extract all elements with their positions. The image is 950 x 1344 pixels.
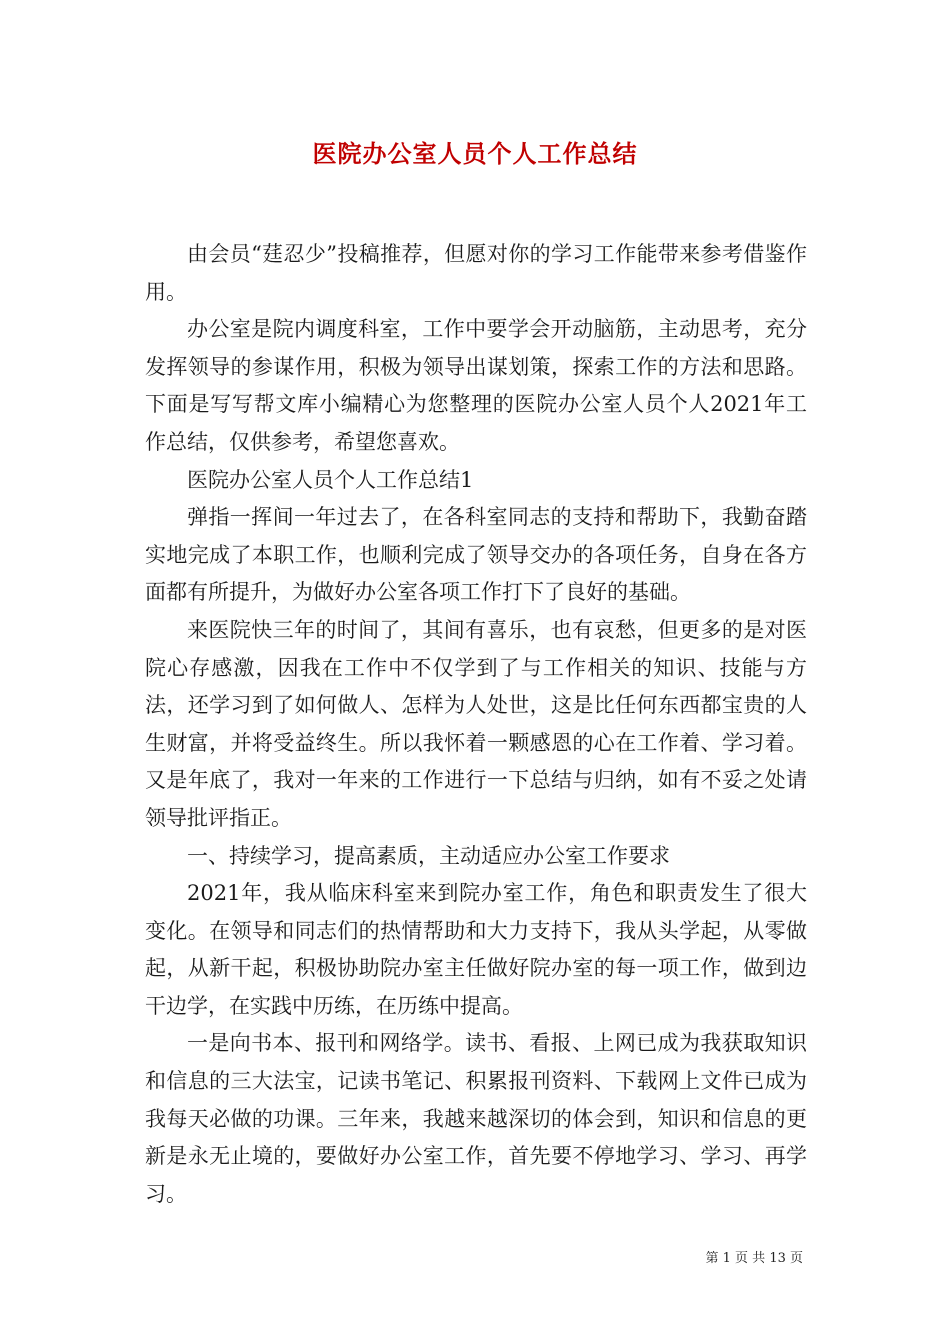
document-body — [145, 236, 807, 1213]
paragraph-office-role: 办公室是院内调度科室，工作中要学会开动脑筋，主动思考，充分发挥领导的参谋作用，积极为领导出谋划策，探索工作的方法和思路。下面是写写帮文库小编精心为您整理的医院办公室人员个人2021年工作总结，仅供参考，希望您喜欢。 — [145, 317, 807, 454]
section-heading-1: 医院办公室人员个人工作总结1 — [187, 467, 474, 492]
paragraph-study-methods: 一是向书本、报刊和网络学。读书、看报、上网已成为我获取知识和信息的三大法宝，记读书笔记、积累报刊资料、下载网上文件已成为我每天必做的功课。三年来，我越来越深切的体会到，知识和信息的更新是永无止境的，要做好办公室工作，首先要不停地学习、学习、再学习。 — [145, 1031, 807, 1206]
paragraph-gratitude: 来医院快三年的时间了，其间有喜乐，也有哀愁，但更多的是对医院心存感激，因我在工作中不仅学到了与工作相关的知识、技能与方法，还学习到了如何做人、怎样为人处世，这是比任何东西都宝贵的人生财富，并将受益终生。所以我怀着一颗感恩的心在工作着、学习着。又是年底了，我对一年来的工作进行一下总结与归纳，如有不妥之处请领导批评指正。 — [145, 617, 807, 830]
paragraph-transition: 2021年，我从临床科室来到院办室工作，角色和职责发生了很大变化。在领导和同志们的热情帮助和大力支持下，我从头学起，从零做起，从新干起，积极协助院办室主任做好院办室的每一项工作，做到边干边学，在实践中历练，在历练中提高。 — [145, 881, 807, 1018]
page-number-footer: 第 1 页 共 13 页 — [705, 1251, 803, 1266]
paragraph-year-review: 弹指一挥间一年过去了，在各科室同志的支持和帮助下，我勤奋踏实地完成了本职工作，也顺利完成了领导交办的各项任务，自身在各方面都有所提升，为做好办公室各项工作打下了良好的基础。 — [145, 505, 807, 605]
document-title: 医院办公室人员个人工作总结 — [312, 139, 638, 168]
paragraph-intro: 由会员“莛忍少”投稿推荐，但愿对你的学习工作能带来参考借鉴作用。 — [145, 242, 807, 304]
subheading-learning: 一、持续学习，提高素质，主动适应办公室工作要求 — [187, 843, 670, 868]
